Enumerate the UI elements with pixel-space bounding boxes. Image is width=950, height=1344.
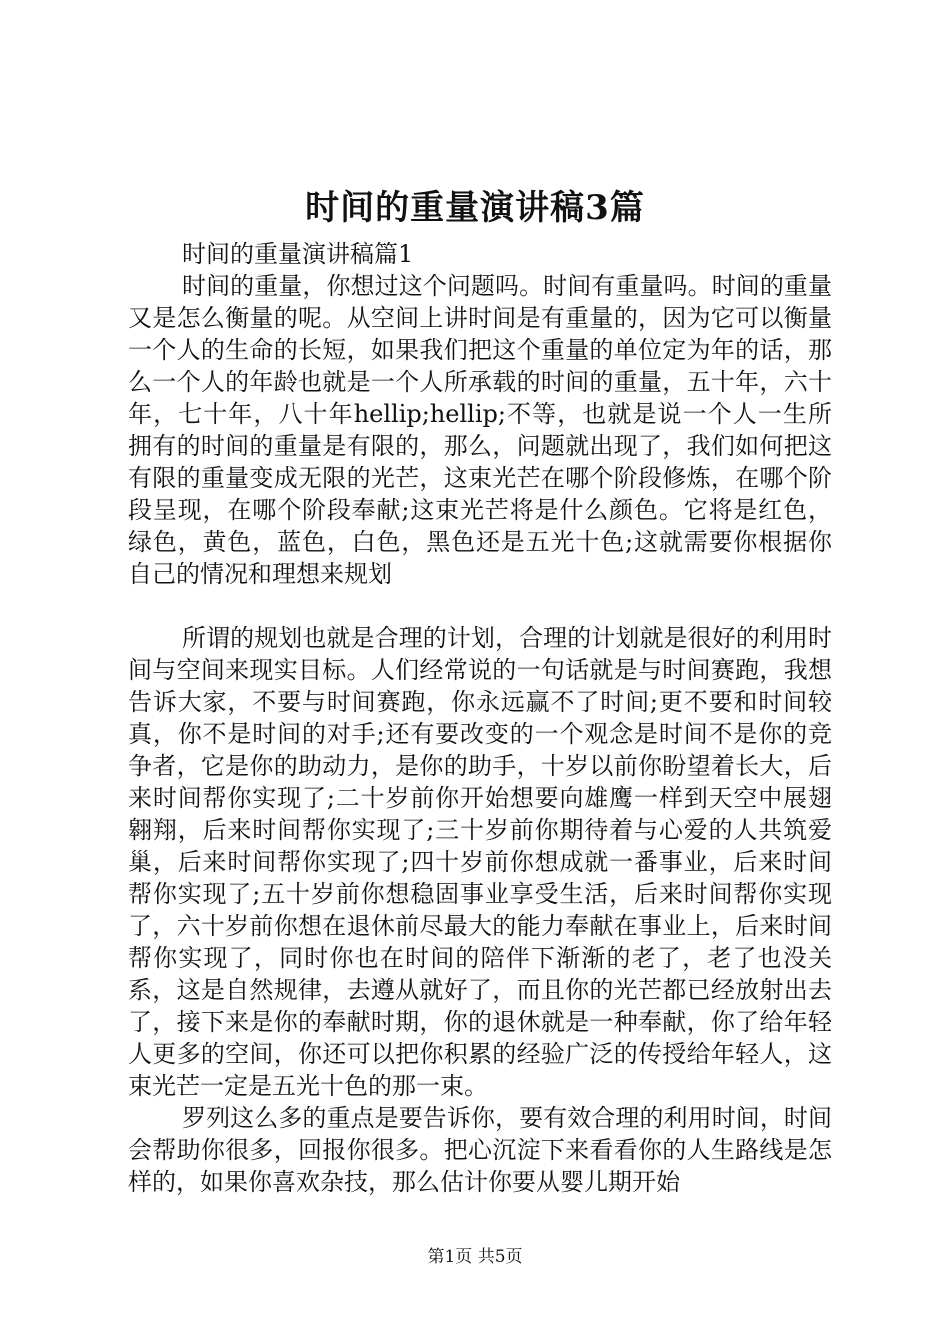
paragraph: 时间的重量，你想过这个问题吗。时间有重量吗。时间的重量又是怎么衡量的呢。从空间上讲时间是有重量的，因为它可以衡量一个人的生命的长短，如果我们把这个重量的单位定为年的话，那么一个人的年龄也就是一个人所承载的时间的重量，五十年，六十年，七十年，八十年hellip;hellip;不等，也就是说一个人一生所拥有的时间的重量是有限的，那么，问题就出现了，我们如何把这有限的重量变成无限的光芒，这束光芒在哪个阶段修炼，在哪个阶段呈现，在哪个阶段奉献;这束光芒将是什么颜色。它将是红色，绿色，黄色，蓝色，白色，黑色还是五光十色;这就需要你根据你自己的情况和理想来规划 bbox=[128, 272, 832, 588]
paragraph-spacer bbox=[128, 590, 832, 622]
document-body bbox=[128, 238, 832, 1198]
document-title: 时间的重量演讲稿3篇 bbox=[305, 188, 645, 228]
section-subtitle: 时间的重量演讲稿篇1 bbox=[182, 240, 414, 268]
paragraph: 罗列这么多的重点是要告诉你，要有效合理的利用时间，时间会帮助你很多，回报你很多。把心沉淀下来看看你的人生路线是怎样的，如果你喜欢杂技，那么估计你要从婴儿期开始 bbox=[128, 1104, 832, 1196]
page-number-footer: 第1页 共5页 bbox=[427, 1247, 523, 1267]
paragraph: 所谓的规划也就是合理的计划，合理的计划就是很好的利用时间与空间来现实目标。人们经常说的一句话就是与时间赛跑，我想告诉大家，不要与时间赛跑，你永远赢不了时间;更不要和时间较真，你不是时间的对手;还有要改变的一个观念是时间不是你的竞争者，它是你的助动力，是你的助手，十岁以前你盼望着长大，后来时间帮你实现了;二十岁前你开始想要向雄鹰一样到天空中展翅翱翔，后来时间帮你实现了;三十岁前你期待着与心爱的人共筑爱巢，后来时间帮你实现了;四十岁前你想成就一番事业，后来时间帮你实现了;五十岁前你想稳固事业享受生活，后来时间帮你实现了，六十岁前你想在退休前尽最大的能力奉献在事业上，后来时间帮你实现了，同时你也在时间的陪伴下渐渐的老了，老了也没关系，这是自然规律，去遵从就好了，而且你的光芒都已经放射出去了，接下来是你的奉献时期，你的退休就是一种奉献，你了给年轻人更多的空间，你还可以把你积累的经验广泛的传授给年轻人，这束光芒一定是五光十色的那一束。 bbox=[128, 624, 832, 1100]
